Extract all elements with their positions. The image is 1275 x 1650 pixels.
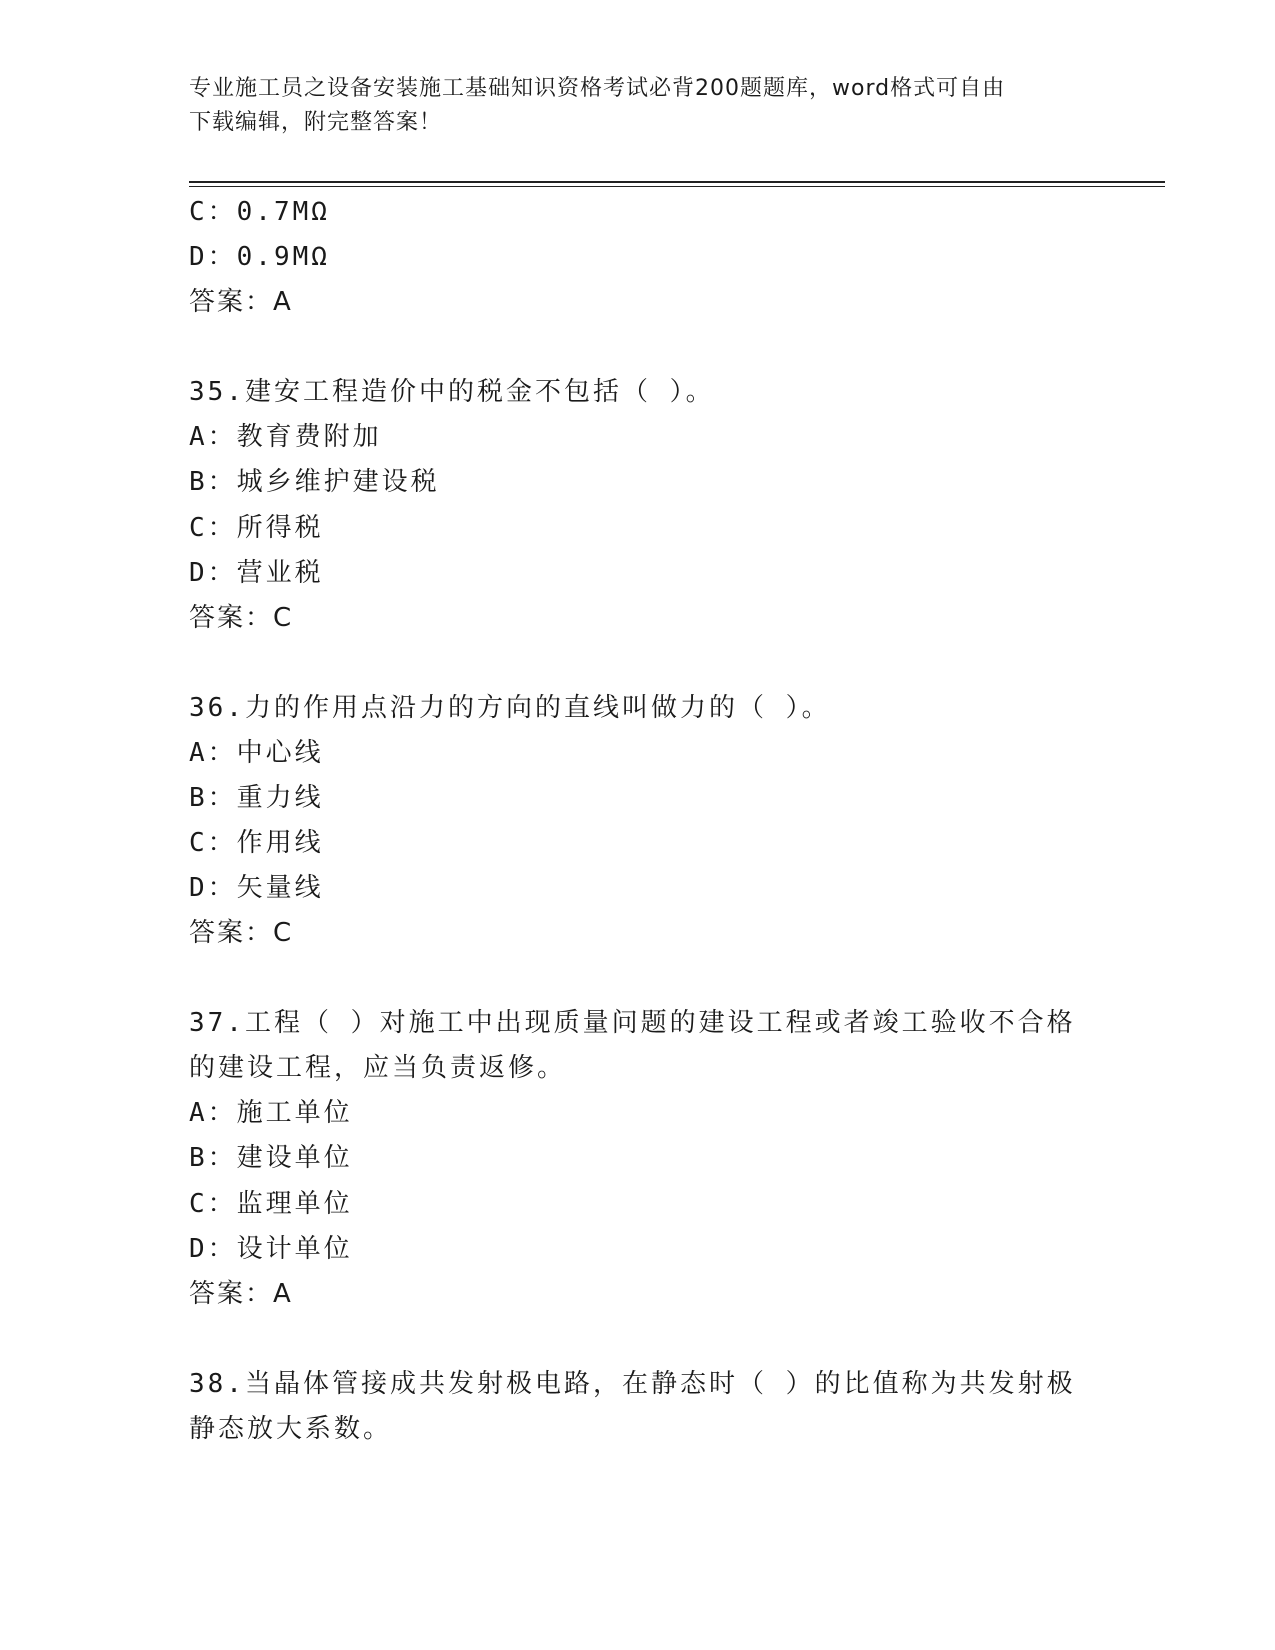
question-36-stem: 36.力的作用点沿力的方向的直线叫做力的（ ）。 — [189, 693, 831, 723]
question-37-option-d: D：设计单位 — [189, 1234, 353, 1264]
question-35-option-c: C：所得税 — [189, 513, 324, 543]
question-35-option-d: D：营业税 — [189, 558, 324, 588]
question-35-answer: 答案：C — [189, 603, 294, 633]
question-35-option-a: A：教育费附加 — [189, 422, 382, 452]
header-divider-thick — [189, 181, 1165, 183]
question-36-answer: 答案：C — [189, 918, 294, 948]
question-36-option-a: A：中心线 — [189, 738, 324, 768]
question-38-stem-line-1: 38.当晶体管接成共发射极电路，在静态时（ ）的比值称为共发射极 — [189, 1369, 1076, 1399]
question-36-option-c: C：作用线 — [189, 828, 324, 858]
question-37-option-b: B：建设单位 — [189, 1143, 353, 1173]
header-line-2: 下载编辑，附完整答案！ — [189, 110, 443, 135]
header-line-1: 专业施工员之设备安装施工基础知识资格考试必背200题题库，word格式可自由 — [189, 76, 1006, 101]
question-37-option-a: A：施工单位 — [189, 1098, 353, 1128]
question-38-stem-line-2: 静态放大系数。 — [189, 1414, 393, 1444]
prev-answer: 答案：A — [189, 287, 293, 317]
question-37-option-c: C：监理单位 — [189, 1189, 353, 1219]
question-35-stem: 35.建安工程造价中的税金不包括（ ）。 — [189, 377, 715, 407]
question-37-stem-line-1: 37.工程（ ）对施工中出现质量问题的建设工程或者竣工验收不合格 — [189, 1008, 1076, 1038]
document-header — [189, 72, 1089, 140]
question-36-option-b: B：重力线 — [189, 783, 324, 813]
question-35-option-b: B：城乡维护建设税 — [189, 467, 440, 497]
question-37-stem-line-2: 的建设工程，应当负责返修。 — [189, 1053, 567, 1083]
question-36-option-d: D：矢量线 — [189, 873, 324, 903]
prev-option-c: C：0.7MΩ — [189, 197, 330, 227]
prev-option-d: D：0.9MΩ — [189, 242, 330, 272]
header-divider-thin — [189, 186, 1165, 187]
question-37-answer: 答案：A — [189, 1279, 293, 1309]
